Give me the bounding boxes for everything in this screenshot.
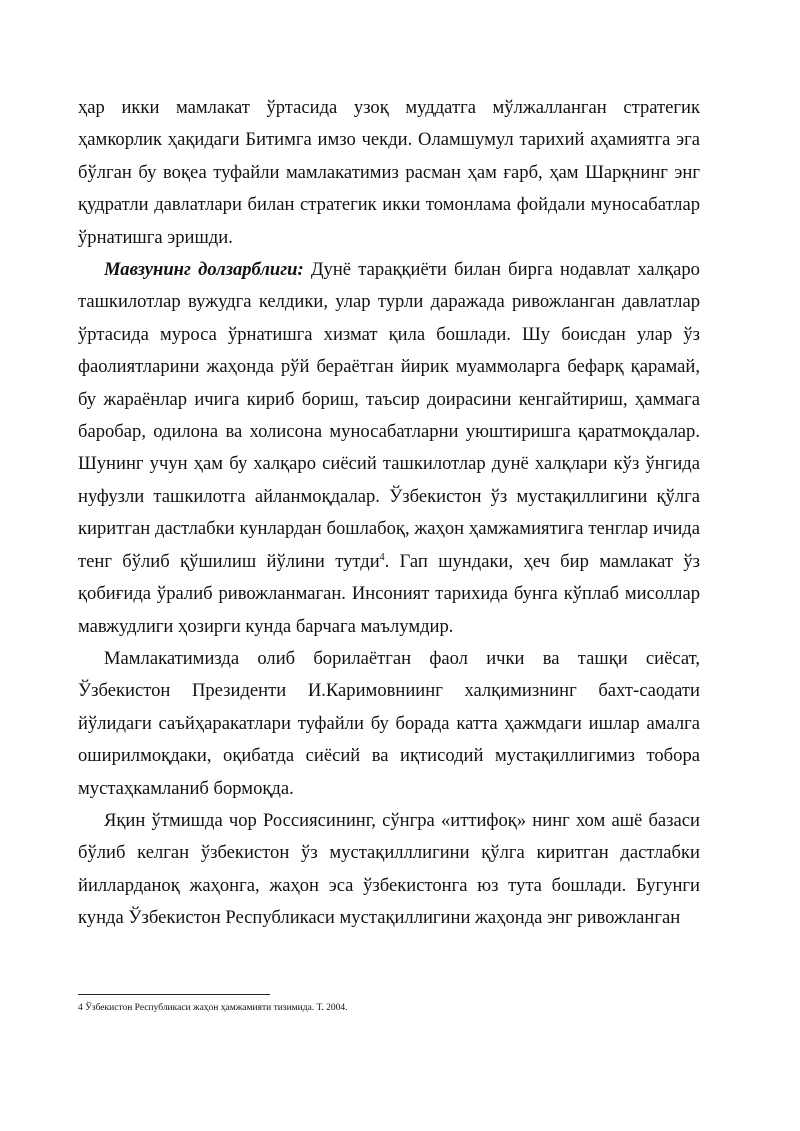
- paragraph-2: [78, 254, 700, 643]
- topic-relevance-label: Мавзунинг долзарблиги:: [104, 259, 304, 281]
- paragraph-4: Яқин ўтмишда чор Россиясининг, сўнгра «иттифоқ» нинг хом ашё базаси бўлиб келган ўзбекистон ўз мустақилллигини қўлга киритган дастлабки йилларданоқ жаҳонга, жаҳон эса ўзбекистонга юз тута бошлади. Бугунги кунда Ўзбекистон Республикаси мустақиллигини жаҳонда энг ривожланган: [78, 809, 700, 929]
- footnote-reference[interactable]: 4: [379, 551, 385, 563]
- footnote-area: [78, 994, 700, 1014]
- paragraph-1: ҳар икки мамлакат ўртасида узоқ муддатга мўлжалланган стратегик ҳамкорлик ҳақидаги Битимга имзо чекди. Оламшумул тарихий аҳамиятга эга бўлган бу воқеа туфайли мамлакатимиз расман ҳам ғарб, ҳам Шарқнинг энг қудратли давлатлари билан стратегик икки томонлама фойдали муносабатлар ўрнатишга эришди.: [78, 97, 700, 248]
- footnote-separator: [78, 994, 270, 995]
- footnote-text: 4 Ўзбекистон Республикаси жаҳон ҳамжамияти тизимида. Т. 2004.: [78, 1003, 348, 1013]
- paragraph-3: Мамлакатимизда олиб борилаётган фаол ички ва ташқи сиёсат, Ўзбекистон Президенти И.Каримовниинг халқимизнинг бахт-саодати йўлидаги саъйҳаракатлари туфайли бу борада катта ҳажмдаги ишлар амалга оширилмоқдаки, оқибатда сиёсий ва иқтисодий мустақиллигимиз тобора мустаҳкамланиб бормоқда.: [78, 647, 700, 799]
- paragraph-2-tail: . Гап шундаки, ҳеч бир мамлакат ўз қобиғида ўралиб ривожланмаган. Инсоният тарихида бунга кўплаб мисоллар мавжудлиги ҳозирги кунда барчага маълумдир.: [78, 550, 700, 637]
- document-body: [78, 92, 700, 935]
- paragraph-2-text: Дунё тараққиёти билан бирга нодавлат халқаро ташкилотлар вужудга келдики, улар турли даражада ривожланган давлатлар ўртасида муроса ўрнатишга хизмат қила бошлади. Шу боисдан улар ўз фаолиятларини жаҳонда рўй бераётган йирик муаммоларга бефарқ қарамай, бу жараёнлар ичига кириб бориш, таъсир доирасини кенгайтириш, ҳаммага баробар, одилона ва холисона муносабатларни уюштиришга қаратмоқдалар. Шунинг учун ҳам бу халқаро сиёсий ташкилотлар дунё халқлари кўз ўнгида нуфузли ташкилотга айланмоқдалар. Ўзбекистон ўз мустақиллигини қўлга киритган дастлабки кунлардан бошлабоқ, жаҳон ҳамжамиятига тенглар ичида тенг бўлиб қўшилиш йўлини тутди: [78, 259, 700, 572]
